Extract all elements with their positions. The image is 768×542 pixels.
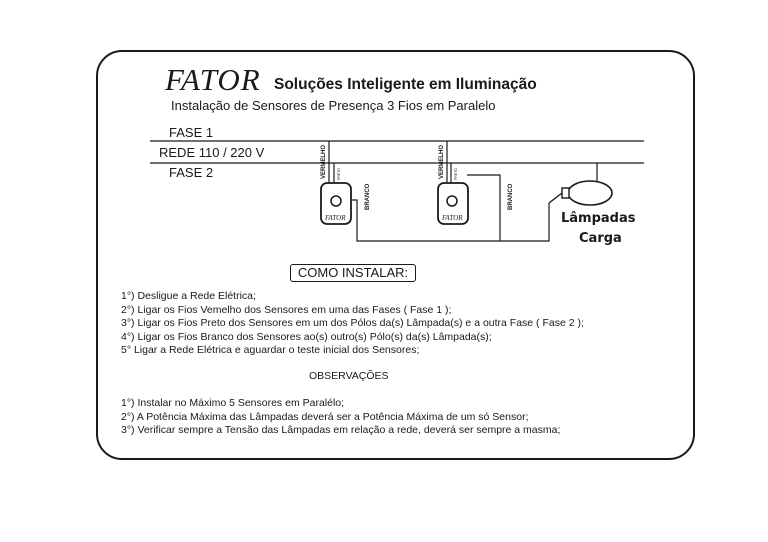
lamp-load bbox=[549, 163, 636, 246]
lamp-bulb bbox=[568, 181, 612, 205]
sensor1-logo: FATOR bbox=[325, 214, 346, 222]
sensor2-white-wire bbox=[467, 175, 500, 241]
label-fase1: FASE 1 bbox=[169, 125, 214, 140]
lamp-base bbox=[562, 188, 569, 198]
sensor1-label-branco: BRANCO bbox=[365, 183, 371, 210]
list-item: 1°) Instalar no Máximo 5 Sensores em Paralélo; bbox=[121, 397, 345, 409]
list-item: 3°) Ligar os Fios Preto dos Sensores em um dos Pólos da(s) Lâmpada(s) e a outra Fase ( Fase 2 ); bbox=[121, 317, 584, 330]
how-to-install-title: COMO INSTALAR: bbox=[290, 264, 416, 282]
label-fase2: FASE 2 bbox=[169, 165, 214, 180]
page-subtitle: Instalação de Sensores de Presença 3 Fios em Paralelo bbox=[171, 98, 496, 113]
sensor2-label-branco: BRANCO bbox=[508, 183, 514, 210]
list-item: 2°) A Potência Máxima das Lâmpadas deverá ser a Potência Máxima de um só Sensor; bbox=[121, 410, 529, 423]
sensor2-lens bbox=[447, 196, 457, 206]
sensor1-lens bbox=[331, 196, 341, 206]
lamp-stem bbox=[549, 193, 562, 203]
list-item: 1°) Desligue a Rede Elétrica; bbox=[121, 290, 256, 302]
list-item: 2°) Ligar os Fios Vemelho dos Sensores em uma das Fases ( Fase 1 ); bbox=[121, 303, 452, 316]
list-item: 5° Ligar a Rede Elétrica e aguardar o teste inicial dos Sensores; bbox=[121, 344, 420, 357]
sensor1-label-preto: PRETO bbox=[337, 168, 341, 180]
observations-list bbox=[121, 397, 560, 438]
load-label: Carga bbox=[579, 231, 622, 246]
install-steps bbox=[121, 290, 584, 358]
sensor1-label-vermelho: VERMELHO bbox=[321, 144, 327, 179]
list-item: 4°) Ligar os Fios Branco dos Sensores ao(s) outro(s) Pólo(s) da(s) Lâmpada(s); bbox=[121, 330, 492, 343]
label-rede: REDE 110 / 220 V bbox=[159, 145, 265, 160]
sensor2-logo: FATOR bbox=[442, 214, 463, 222]
list-item: 3°) Verificar sempre a Tensão das Lâmpadas em relação a rede, deverá ser sempre a masma; bbox=[121, 424, 561, 437]
observations-title: OBSERVAÇÕES bbox=[309, 370, 389, 382]
lamp-label: Lâmpadas bbox=[561, 211, 636, 226]
brand-tagline: Soluções Inteligente em Iluminação bbox=[274, 76, 537, 93]
sensor-1 bbox=[321, 141, 549, 241]
sensor2-label-vermelho: VERMELHO bbox=[439, 144, 445, 179]
sensor2-label-preto: PRETO bbox=[454, 168, 458, 180]
sensor-2 bbox=[438, 141, 514, 241]
brand-logo: FATOR bbox=[165, 62, 261, 97]
